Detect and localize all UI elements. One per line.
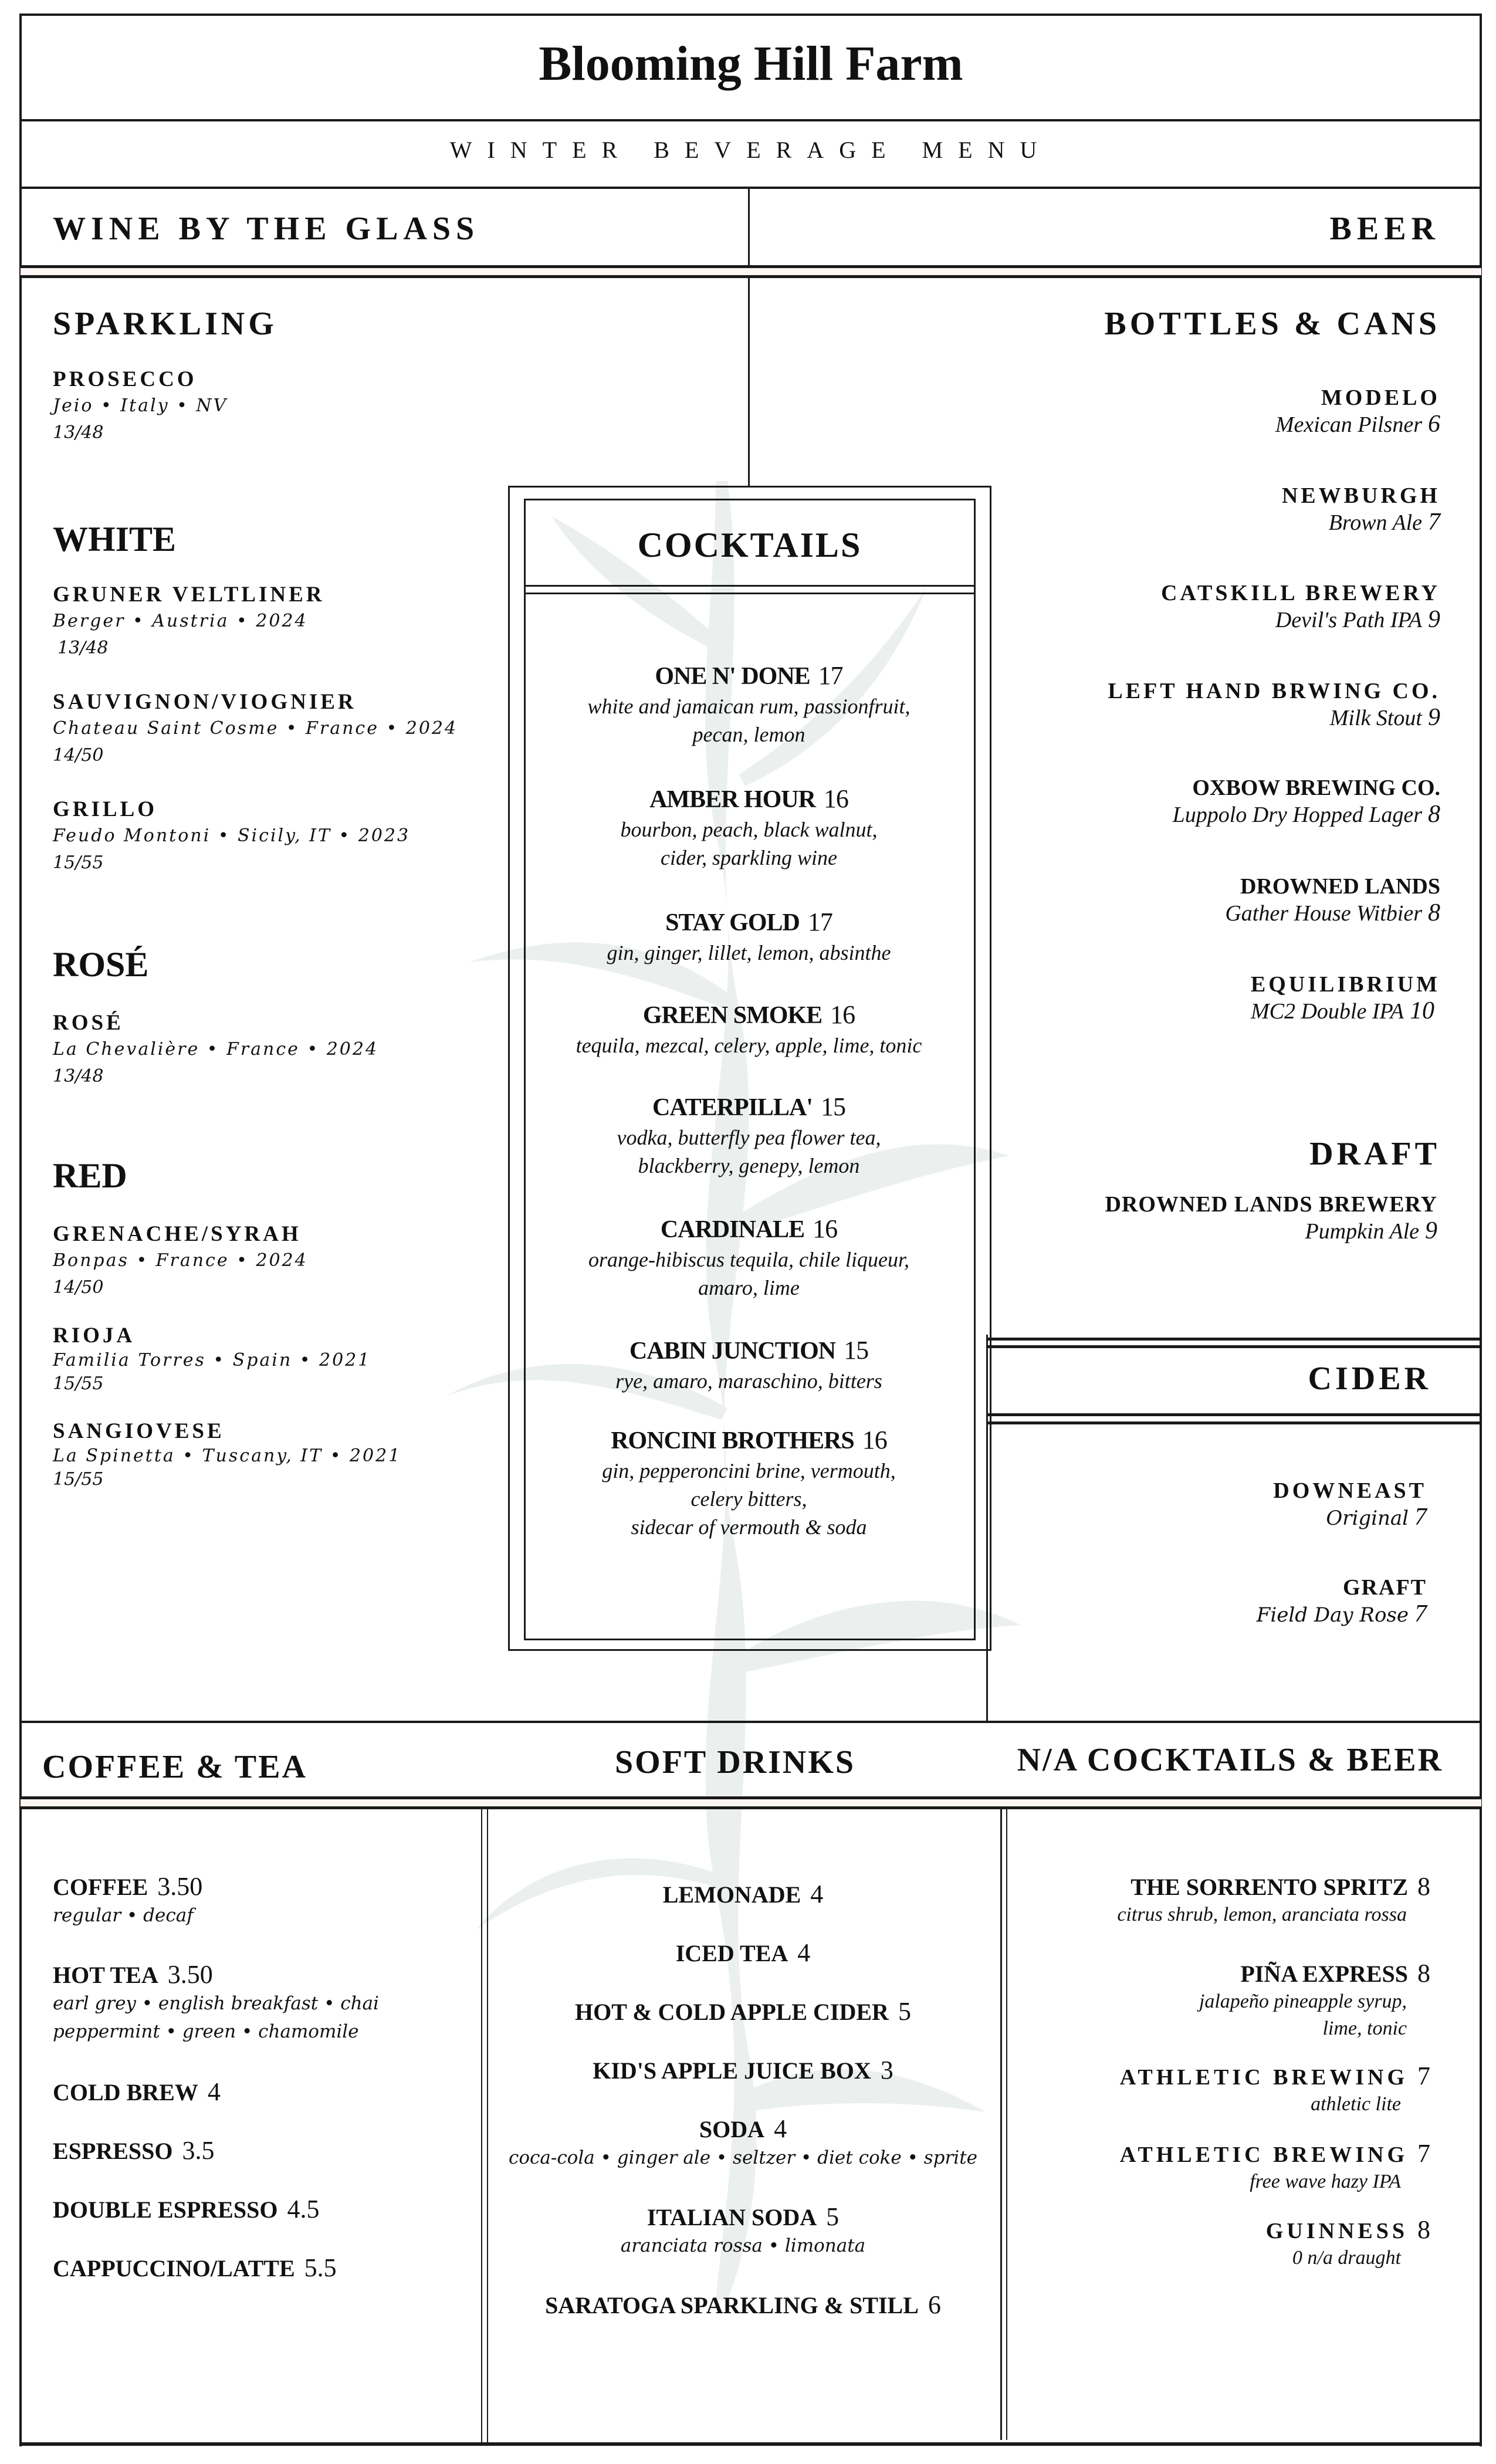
soft-drinks-heading: SOFT DRINKS [615, 1744, 856, 1781]
cider-left-border [986, 1335, 988, 1722]
wine-item: SANGIOVESE La Spinetta • Tuscany, IT • 2021 15/55 [53, 1419, 402, 1490]
wine-beer-divider [748, 188, 750, 487]
cocktail-item: CATERPILLA' 15 vodka, butterfly pea flower tea, blackberry, genepy, lemon [617, 1092, 881, 1177]
wine-item: RIOJA Familia Torres • Spain • 2021 15/55 [53, 1324, 371, 1394]
coffee-item: DOUBLE ESPRESSO 4.5 [53, 2195, 320, 2223]
beer-item: NEWBURGH Brown Ale 7 [1281, 483, 1440, 536]
coffee-item: ESPRESSO 3.5 [53, 2136, 215, 2165]
beer-draft-heading: DRAFT [1309, 1136, 1440, 1172]
cider-rule-1 [986, 1338, 1481, 1341]
frame-left [19, 15, 22, 2446]
cider-rule-2 [986, 1345, 1481, 1348]
beer-item: EQUILIBRIUM MC2 Double IPA 10 [1250, 972, 1440, 1024]
frame-bottom [19, 2442, 1482, 2446]
soft-drink-item: HOT & COLD APPLE CIDER 5 [575, 1997, 911, 2026]
wine-category-red: RED [53, 1156, 127, 1195]
cocktail-item: AMBER HOUR 16 bourbon, peach, black walnut, cider, sparkling wine [620, 784, 878, 869]
cider-rule-3 [986, 1413, 1481, 1416]
soft-drink-item: ITALIAN SODA 5 aranciata rossa • limonata [620, 2202, 866, 2256]
soft-drink-item: SODA 4 coca-cola • ginger ale • seltzer • diet coke • sprite [508, 2114, 978, 2168]
beer-item: MODELO Mexican Pilsner 6 [1275, 385, 1440, 438]
na-item: GUINNESS 8 0 n/a draught [1265, 2215, 1430, 2269]
page-subtitle: WINTER BEVERAGE MENU [449, 137, 1052, 163]
bottom-section-top-rule [21, 1721, 1481, 1723]
wine-section-heading: WINE BY THE GLASS [53, 211, 480, 247]
cider-rule-4 [986, 1421, 1481, 1424]
wine-item: ROSÉ La Chevalière • France • 2024 13/48 [53, 1011, 379, 1087]
wine-item: GRENACHE/SYRAH Bonpas • France • 2024 14/50 [53, 1222, 308, 1298]
beer-bottles-heading: BOTTLES & CANS [1104, 306, 1440, 342]
coffee-item: HOT TEA 3.50 earl grey • english breakfast • chai peppermint • green • chamomile [53, 1960, 379, 2042]
wine-category-sparkling: SPARKLING [53, 306, 277, 342]
coffee-tea-heading: COFFEE & TEA [42, 1749, 307, 1785]
cocktail-item: RONCINI BROTHERS 16 gin, pepperoncini brine, vermouth, celery bitters, sidecar of vermouth & soda [602, 1426, 896, 1539]
wine-category-white: WHITE [53, 520, 177, 559]
coffee-soft-divider-1 [481, 1809, 482, 2444]
wine-item: SAUVIGNON/VIOGNIER Chateau Saint Cosme • France • 2024 14/50 [53, 690, 458, 766]
coffee-item: COLD BREW 4 [53, 2077, 221, 2106]
coffee-item: COFFEE 3.50 regular • decaf [53, 1872, 203, 1926]
cocktails-header-rule-1 [524, 585, 976, 587]
wine-item: GRILLO Feudo Montoni • Sicily, IT • 2023 15/55 [53, 797, 411, 873]
frame-top [19, 13, 1482, 16]
subtitle-divider [21, 187, 1481, 189]
beer-item: DROWNED LANDS BREWERY Pumpkin Ale 9 [1105, 1192, 1437, 1244]
na-item: ATHLETIC BREWING 7 athletic lite [1119, 2062, 1430, 2115]
title-divider [21, 119, 1481, 121]
na-item: THE SORRENTO SPRITZ 8 citrus shrub, lemon, aranciata rossa [1117, 1872, 1430, 1925]
cocktail-item: STAY GOLD 17 gin, ginger, lillet, lemon, absinthe [607, 908, 891, 964]
na-cocktails-heading: N/A COCKTAILS & BEER [1017, 1742, 1443, 1778]
soft-drink-item: KID'S APPLE JUICE BOX 3 [593, 2056, 893, 2084]
soft-na-divider-2 [1006, 1809, 1007, 2440]
cider-heading: CIDER [1308, 1360, 1431, 1397]
beer-item: DROWNED LANDS Gather House Witbier 8 [1225, 874, 1440, 926]
soft-drink-item: SARATOGA SPARKLING & STILL 6 [545, 2290, 941, 2319]
wine-item: GRUNER VELTLINER Berger • Austria • 2024 13/48 [53, 583, 325, 658]
beer-item: OXBOW BREWING CO. Luppolo Dry Hopped Lager 8 [1172, 776, 1440, 828]
soft-na-divider-1 [1000, 1809, 1002, 2440]
cider-item: GRAFT Field Day Rose 7 [1256, 1575, 1427, 1627]
cocktail-item: GREEN SMOKE 16 tequila, mezcal, celery, apple, lime, tonic [576, 1000, 922, 1057]
coffee-item: CAPPUCCINO/LATTE 5.5 [53, 2253, 337, 2282]
soft-drink-item: ICED TEA 4 [675, 1938, 811, 1967]
beer-item: LEFT HAND BRWING CO. Milk Stout 9 [1108, 679, 1440, 731]
beer-item: CATSKILL BREWERY Devil's Path IPA 9 [1160, 581, 1440, 633]
na-item: ATHLETIC BREWING 7 free wave hazy IPA [1119, 2139, 1430, 2192]
cocktail-item: CARDINALE 16 orange-hibiscus tequila, chile liqueur, amaro, lime [588, 1214, 909, 1299]
soft-drink-item: LEMONADE 4 [662, 1880, 824, 1908]
bottom-header-bar [21, 1796, 1481, 1809]
cocktail-item: CABIN JUNCTION 15 rye, amaro, maraschino, bitters [615, 1336, 882, 1393]
cocktails-heading: COCKTAILS [637, 526, 862, 564]
wine-category-rose: ROSÉ [53, 945, 149, 984]
cocktail-item: ONE N' DONE 17 white and jamaican rum, passionfruit, pecan, lemon [587, 661, 911, 746]
na-item: PIÑA EXPRESS 8 jalapeño pineapple syrup, lime, tonic [1199, 1959, 1430, 2039]
beer-section-heading: BEER [1329, 211, 1440, 247]
section-header-bar [21, 265, 1481, 278]
wine-item: PROSECCO Jeio • Italy • NV 13/48 [53, 367, 228, 443]
cocktails-header-rule-2 [524, 593, 976, 594]
page-title: Blooming Hill Farm [539, 36, 963, 91]
cider-item: DOWNEAST Original 7 [1273, 1478, 1427, 1531]
frame-right [1480, 15, 1482, 2446]
